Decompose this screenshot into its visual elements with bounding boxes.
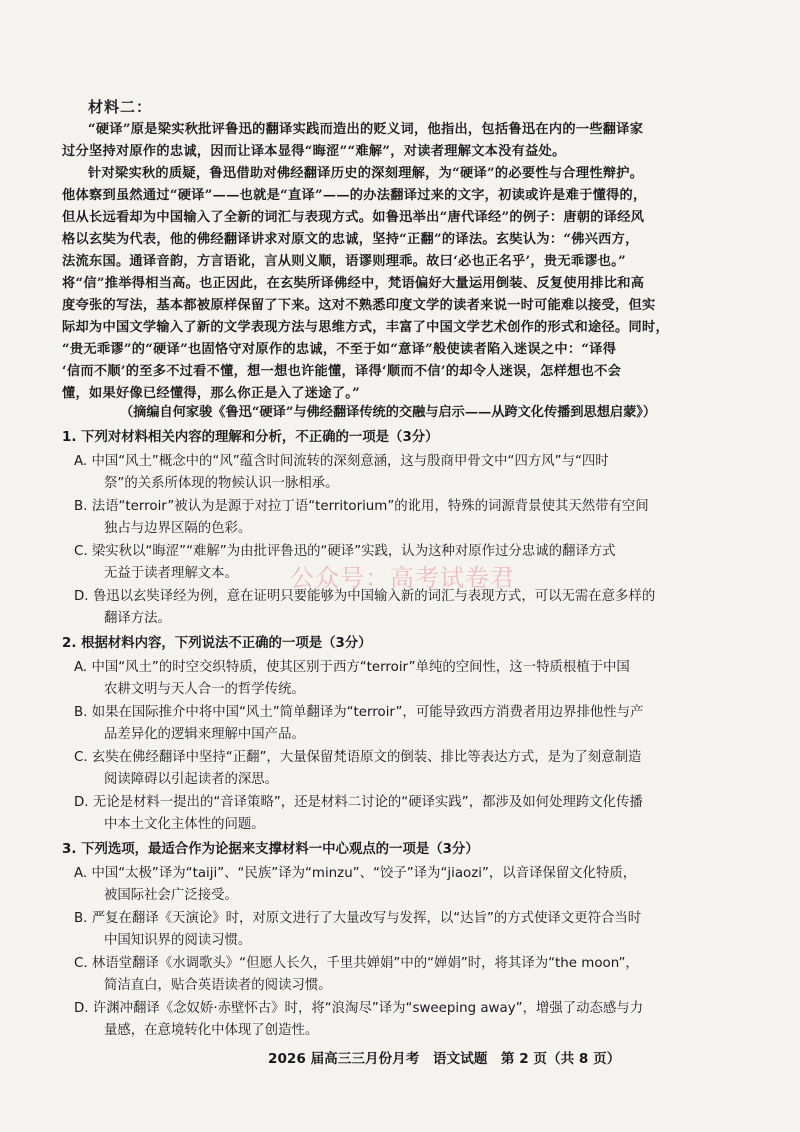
material-line: 但从长远看却为中国输入了全新的词汇与表现方式。如鲁迅举出“唐代译经”的例子：唐朝的译经风 [62,210,645,225]
page-footer: 2026 届高三三月份月考 语文试题 第 2 页（共 8 页） [268,1051,621,1067]
option-d: D. 鲁迅以玄奘译经为例，意在证明只要能够为中国输入新的词汇与表现方式，可以无需在意多样的 [74,589,656,604]
question-stem: 1. 下列对材料相关内容的理解和分析，不正确的一项是（3分） [62,430,439,445]
question-stem: 3. 下列选项，最适合作为论据来支撑材料一中心观点的一项是（3分） [62,842,479,857]
option-c: C. 林语堂翻译《水调歌头》“但愿人长久，千里共婵娟”中的“婵娟”时，将其译为“the moon”， [74,956,639,971]
option-d: D. 许渊冲翻译《念奴娇·赤壁怀古》时，将“浪淘尽”译为“sweeping away”，增强了动态感与力 [74,1001,644,1016]
material-line: 际却为中国文学输入了新的文学表现方法与思维方式，丰富了中国文学艺术创作的形式和途径。同时， [62,320,669,335]
option-c: C. 梁实秋以“晦涩”“难解”为由批评鲁迅的“硬译”实践，认为这种对原作过分忠诚的翻译方式 [74,544,616,559]
option-d-cont: 翻译方法。 [104,611,171,626]
material-line: 法流东国。通译音韵，方言语讹，言从则义顺，语谬则理乖。故曰‘必也正名乎’，贵无乖谬也。” [62,254,627,269]
option-c-cont: 阅读障碍以引起读者的深思。 [104,772,279,787]
option-d: D. 无论是材料一提出的“音译策略”，还是材料二讨论的“硬译实践”，都涉及如何处理跨文化传播 [74,795,643,810]
material-line: 将“信”推举得相当高。也正因此，在玄奘所译佛经中，梵语偏好大量运用倒装、反复使用排比和高 [62,276,645,291]
option-c-cont: 简洁直白，贴合英语读者的阅读习惯。 [104,978,332,993]
material-line: 针对梁实秋的质疑，鲁迅借助对佛经翻译历史的深刻理解，为“硬译”的必要性与合理性辩护。 [88,166,644,181]
option-c: C. 玄奘在佛经翻译中坚持“正翻”，大量保留梵语原文的倒装、排比等表达方式，是为了刻意制造 [74,750,642,765]
material-line: ‘信而不顺’的至多不过看不懂，想一想也许能懂，译得‘顺而不信’的却令人迷误，怎样想也不会 [62,364,622,379]
option-a: A. 中国“风土”概念中的“风”蕴含时间流转的深刻意涵，这与殷商甲骨文中“四方风”与“四时 [74,454,609,469]
material-source: （摘编自何家骏《鲁迅“硬译”与佛经翻译传统的交融与启示——从跨文化传播到思想启蒙》） [120,405,657,420]
material-line: 度夸张的写法，基本都被原样保留了下来。这对不熟悉印度文学的读者来说一时可能难以接受，但实 [62,298,656,313]
material-line: 格以玄奘为代表，他的佛经翻译讲求对原文的忠诚，坚持“正翻”的译法。玄奘认为：“佛兴西方， [62,232,639,247]
option-b-cont: 中国知识界的阅读习惯。 [104,933,252,948]
material-line: “贵无乖谬”的“硬译”也固恪守对原作的忠诚，不至于如“意译”般使读者陷入迷误之中：“译得 [62,342,617,357]
option-a: A. 中国“风土”的时空交织特质，使其区别于西方“terroir”单纯的空间性，这一特质根植于中国 [74,660,630,675]
material-line: 他体察到虽然通过“硬译”——也就是“直译”——的办法翻译过来的文字，初读或许是难于懂得的， [62,188,647,203]
option-b-cont: 品差异化的逻辑来理解中国产品。 [104,727,305,742]
material-line: “硬译”原是梁实秋批评鲁迅的翻译实践而造出的贬义词，他指出，包括鲁迅在内的一些翻译家 [88,122,644,137]
material-line: 过分坚持对原作的忠诚，因而让译本显得“晦涩”“难解”，对读者理解文本没有益处。 [62,144,566,159]
option-b: B. 法语“terroir”被认为是源于对拉丁语“territorium”的讹用，特殊的词源背景使其天然带有空间 [74,499,649,514]
option-a-cont: 祭”的关系所体现的物候认识一脉相承。 [104,476,339,491]
option-a: A. 中国“太极”译为“taiji”、“民族”译为“minzu”、“饺子”译为“jiaozi”，以音译保留文化特质， [74,866,637,881]
option-b: B. 严复在翻译《天演论》时，对原文进行了大量改写与发挥，以“达旨”的方式使译文更符合当时 [74,911,642,926]
option-d-cont: 中本土文化主体性的问题。 [104,817,265,832]
option-b-cont: 独占与边界区隔的色彩。 [104,521,252,536]
option-a-cont: 被国际社会广泛接受。 [104,888,238,903]
question-stem: 2. 根据材料内容，下列说法不正确的一项是（3分） [62,636,372,651]
material-heading: 材料二： [88,98,153,116]
watermark: 公众号：高考试卷君 [290,564,515,592]
material-line: 懂，如果好像已经懂得，那么你正是入了迷途了。” [62,386,361,401]
option-a-cont: 农耕文明与天人合一的哲学传统。 [104,682,305,697]
option-b: B. 如果在国际推介中将中国“风土”简单翻译为“terroir”，可能导致西方消费者用边界排他性与产 [74,705,644,720]
option-c-cont: 无益于读者理解文本。 [104,566,238,581]
option-d-cont: 量感，在意境转化中体现了创造性。 [104,1023,319,1038]
